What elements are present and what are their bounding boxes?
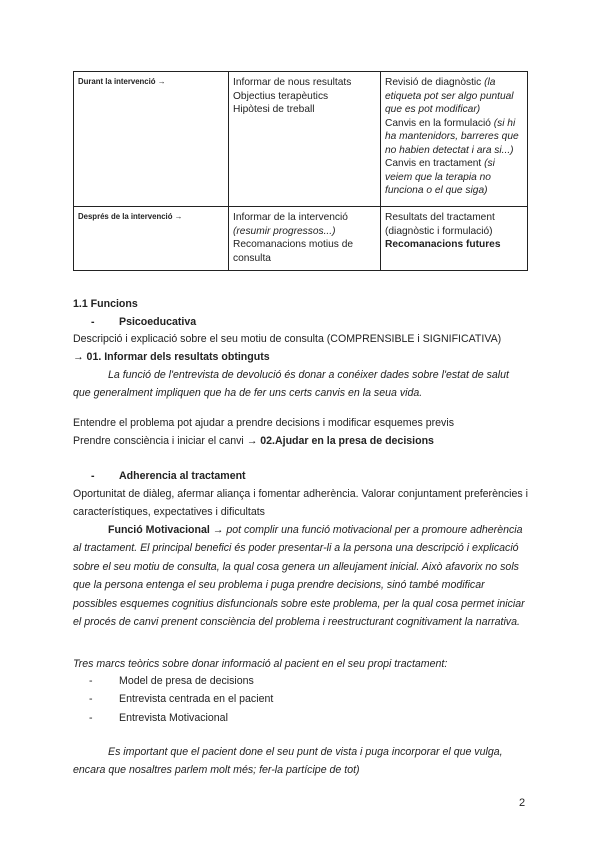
dash: -: [89, 711, 93, 724]
list-item: [385, 76, 523, 117]
dash: -: [91, 470, 95, 482]
list-item: Resultats del tractament (diagnòstic i formulació): [385, 212, 495, 237]
bold-text: Funció Motivacional →: [108, 524, 224, 536]
list-item: Informar de nous resultats: [233, 77, 352, 88]
dash: -: [89, 693, 93, 706]
subheading-psicoeducativa: [73, 313, 529, 331]
paragraph-text: pot complir una funció motivacional per a promoure adherència al tractament. El principal benefici és poder presentar-li a la persona una descripció i explicació sobre el seu motiu de consulta, la qual cosa genera un alleujament inicial. Això afavorix no sols que la persona entenga el seu problema i puga prendre decisions, sinó també modificar possibles esquemes cognitius disfuncionals sobre este problema, per la qual cosa permet iniciar el procés de canvi prenent consciència del problema i reestructurant cognitivament la narrativa.: [73, 524, 525, 629]
paragraph: [73, 330, 529, 367]
list-item-text: Entrevista Motivacional: [119, 711, 228, 724]
item-text: Revisió de diagnòstic: [385, 77, 485, 88]
table-row: [74, 72, 528, 207]
item-note: (si veiem que la terapia no funciona o el que siga): [385, 158, 495, 196]
list-item: [385, 157, 523, 198]
intervention-table: [73, 71, 528, 271]
paragraph: [73, 414, 529, 451]
list-item: Recomanacions motius de consulta: [233, 239, 354, 264]
list-item: [73, 672, 529, 690]
paragraph-text: Entendre el problema pot ajudar a prendre decisions i modificar esquemes previs: [73, 417, 454, 429]
list-item-text: Entrevista centrada en el pacient: [119, 693, 274, 706]
table-row: [74, 207, 528, 271]
paragraph-text: Descripció i explicació sobre el seu motiu de consulta (COMPRENSIBLE i SIGNIFICATIVA): [73, 333, 502, 345]
section-title: [73, 295, 529, 313]
item-text: Canvis en la formulació: [385, 117, 494, 129]
paragraph: La funció de l'entrevista de devolució és donar a conéixer dades sobre l'estat de salut que generalment impliquen que ha de fer uns certs canvis en la seua vida.: [73, 369, 509, 400]
item-note: (si hi ha mantenidors, barreres que no habien detectat i ara si...): [385, 117, 519, 156]
page-number: 2: [519, 797, 526, 809]
paragraph: Oportunitat de diàleg, afermar aliança i fomentar adherència. Valorar conjuntament preferències i característiques, expectatives i dificultats: [73, 488, 528, 519]
info-cell: [229, 207, 381, 271]
list-item: Recomanacions futures: [385, 239, 501, 250]
paragraph-text: Prendre consciència i iniciar el canvi →: [73, 435, 261, 448]
item-note: (resumir progressos...): [233, 225, 336, 237]
list-item: [385, 117, 523, 158]
list-item: Objectius terapèutics: [233, 90, 329, 102]
paragraph: [73, 521, 529, 631]
heading: 1.1 Funcions: [73, 298, 138, 310]
changes-cell: [381, 72, 528, 207]
bold-text: 02.Ajudar en la presa de decisions: [260, 435, 434, 448]
list-item-text: Model de presa de decisions: [119, 675, 254, 687]
item-note: (la etiqueta pot ser algo puntual que es pot modificar): [385, 77, 514, 115]
subheading-adherencia: [73, 467, 529, 485]
list-item: Hipòtesi de treball: [233, 104, 315, 115]
dash: -: [91, 316, 95, 328]
paragraph-line: [73, 432, 529, 450]
phase-cell: Després de la intervenció →: [74, 207, 229, 271]
arrow: →: [73, 351, 87, 364]
list-item: [73, 709, 529, 727]
subheading-text: Psicoeducativa: [119, 316, 197, 328]
list-item: [73, 690, 529, 708]
phase-cell: Durant la intervenció →: [74, 72, 229, 207]
info-cell: [229, 72, 381, 207]
dash: -: [89, 675, 93, 687]
item-text: Canvis en tractament: [385, 158, 485, 169]
bullet-list: [73, 672, 529, 727]
paragraph-line: [73, 348, 529, 366]
paragraph: Es important que el pacient done el seu punt de vista i puga incorporar el que vulga, encara que nosaltres parlem molt més; fer-la partícipe de tot): [73, 746, 503, 777]
paragraph: Tres marcs teòrics sobre donar informació al pacient en el seu propi tractament:: [73, 658, 448, 670]
list-item: Informar de la intervenció: [233, 212, 348, 223]
bold-text: 01. Informar dels resultats obtinguts: [86, 351, 270, 364]
subheading-text: Adherencia al tractament: [119, 470, 246, 482]
results-cell: [381, 207, 528, 271]
